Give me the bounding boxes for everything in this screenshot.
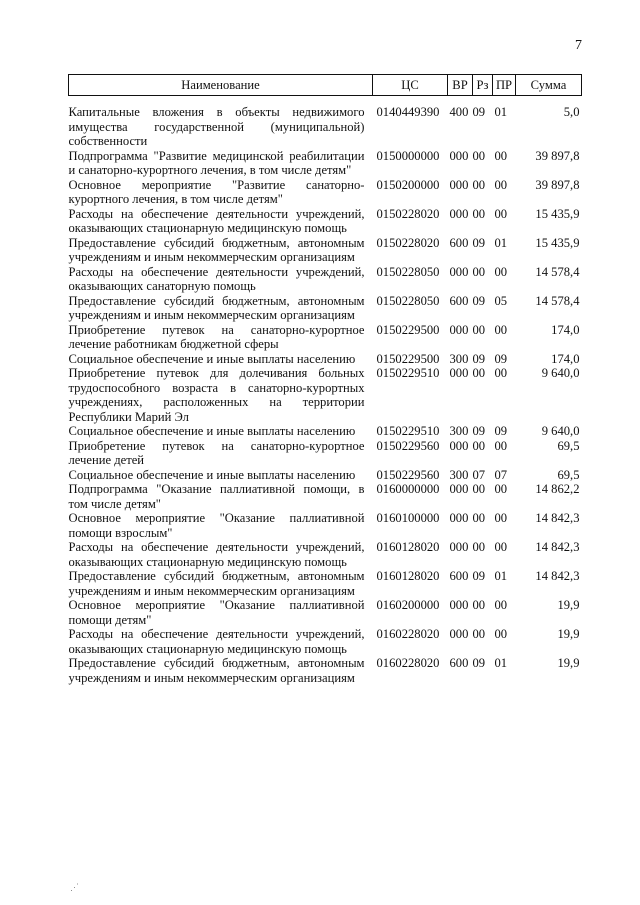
cell-sum: 14 578,4 [535,264,580,279]
cell-name: Предоставление субсидий бюджетным, автономным учреждениям и иным некоммерческим организациям [68,293,365,322]
cell-sum: 69,5 [557,438,580,453]
cell-rz: 09 [472,424,486,438]
column-header-vr: ВР [448,75,473,96]
cell-pr: 01 [494,235,508,250]
cell-rz: 09 [472,569,486,583]
cell-sum: 14 862,2 [535,482,580,496]
cell-rz: 00 [472,598,486,612]
cell-name: Предоставление субсидий бюджетным, автономным учреждениям и иным некоммерческим организациям [68,235,365,264]
table-row [69,366,582,424]
cell-name: Социальное обеспечение и иные выплаты населению [68,351,356,366]
cell-vr: 000 [449,177,469,192]
cell-vr: 000 [449,627,469,641]
cell-name: Приобретение путевок на санаторно-курортное лечение детей [68,438,365,467]
column-header-name: Наименование [69,75,373,96]
cell-sum: 69,5 [557,467,580,482]
budget-table [68,74,582,685]
cell-pr: 05 [494,293,508,308]
cell-cs: 0150000000 [376,148,440,163]
table-row [69,236,582,265]
table-row [69,96,582,149]
table-row [69,294,582,323]
table-row [69,265,582,294]
cell-name: Основное мероприятие "Оказание паллиативной помощи взрослым" [68,511,365,540]
table-row [69,424,582,439]
cell-pr: 00 [494,206,508,221]
cell-vr: 000 [449,598,469,612]
cell-pr: 01 [494,569,508,583]
cell-sum: 14 842,3 [535,569,580,583]
cell-cs: 0150229500 [376,322,440,337]
cell-rz: 00 [472,322,486,337]
cell-cs: 0160228020 [376,627,440,641]
cell-name: Основное мероприятие "Развитие санаторно-курортного лечения, в том числе детям" [68,177,365,206]
cell-sum: 5,0 [563,105,580,119]
cell-name: Подпрограмма "Развитие медицинской реабилитации и санаторно-курортного лечения, в том числе детям" [68,148,365,177]
cell-sum: 19,9 [557,627,580,641]
table-row [69,352,582,367]
cell-vr: 300 [449,467,469,482]
cell-pr: 01 [494,105,508,119]
cell-vr: 600 [449,569,469,583]
cell-vr: 300 [449,424,469,438]
cell-rz: 00 [472,438,486,453]
cell-cs: 0160000000 [376,482,440,496]
cell-name: Расходы на обеспечение деятельности учреждений, оказывающих стационарную медицинскую помощь [68,627,365,656]
cell-cs: 0150229560 [376,438,440,453]
cell-rz: 00 [472,264,486,279]
cell-rz: 09 [472,656,486,670]
cell-pr: 00 [494,322,508,337]
cell-vr: 300 [449,351,469,366]
cell-sum: 19,9 [557,598,580,612]
cell-pr: 00 [494,366,508,380]
cell-vr: 000 [449,438,469,453]
table-row [69,627,582,656]
cell-pr: 00 [494,540,508,554]
cell-sum: 174,0 [551,322,580,337]
cell-cs: 0150229510 [376,366,440,380]
cell-cs: 0140449390 [376,105,440,119]
cell-cs: 0150229500 [376,351,440,366]
cell-name: Капитальные вложения в объекты недвижимого имущества государственной (муниципальной) собственности [68,105,365,148]
cell-vr: 600 [449,293,469,308]
cell-rz: 00 [472,177,486,192]
table-row [69,511,582,540]
page-number: 7 [575,38,582,53]
table-row [69,656,582,685]
cell-cs: 0150228050 [376,293,440,308]
table-row [69,482,582,511]
cell-sum: 14 842,3 [535,540,580,554]
cell-vr: 000 [449,482,469,496]
column-header-rz: Рз [473,75,493,96]
cell-rz: 00 [472,148,486,163]
cell-rz: 00 [472,482,486,496]
cell-sum: 14 578,4 [535,293,580,308]
cell-rz: 09 [472,351,486,366]
cell-name: Приобретение путевок для долечивания больных трудоспособного возраста в санаторно-курортных учреждениях, расположенных на территории Республики Марий Эл [68,366,365,424]
cell-sum: 19,9 [557,656,580,670]
cell-name: Социальное обеспечение и иные выплаты населению [68,424,356,438]
cell-name: Приобретение путевок на санаторно-курортное лечение работникам бюджетной сферы [68,322,365,351]
table-row [69,468,582,483]
cell-rz: 00 [472,627,486,641]
cell-pr: 00 [494,482,508,496]
cell-sum: 9 640,0 [541,366,580,380]
cell-cs: 0160100000 [376,511,440,525]
cell-vr: 000 [449,148,469,163]
cell-vr: 600 [449,656,469,670]
column-header-pr: ПР [493,75,516,96]
cell-vr: 000 [449,322,469,337]
cell-sum: 14 842,3 [535,511,580,525]
table-row [69,178,582,207]
cell-cs: 0160128020 [376,540,440,554]
cell-cs: 0150228020 [376,235,440,250]
table-row [69,540,582,569]
cell-name: Предоставление субсидий бюджетным, автономным учреждениям и иным некоммерческим организациям [68,656,365,685]
cell-name: Предоставление субсидий бюджетным, автономным учреждениям и иным некоммерческим организациям [68,569,365,598]
cell-cs: 0150228050 [376,264,440,279]
cell-pr: 01 [494,656,508,670]
cell-cs: 0150228020 [376,206,440,221]
cell-sum: 9 640,0 [541,424,580,438]
cell-rz: 00 [472,366,486,380]
table-row [69,149,582,178]
cell-vr: 000 [449,540,469,554]
cell-sum: 39 897,8 [535,177,580,192]
cell-sum: 15 435,9 [535,235,580,250]
scan-speck: ⋰ [70,882,79,892]
cell-cs: 0160228020 [376,656,440,670]
cell-pr: 00 [494,511,508,525]
table-row [69,439,582,468]
cell-vr: 000 [449,206,469,221]
cell-rz: 09 [472,105,486,119]
cell-name: Основное мероприятие "Оказание паллиативной помощи детям" [68,598,365,627]
cell-pr: 00 [494,264,508,279]
cell-pr: 09 [494,424,508,438]
cell-name: Подпрограмма "Оказание паллиативной помощи, в том числе детям" [68,482,365,511]
column-header-sum: Сумма [516,75,582,96]
table-header-row [69,75,582,96]
cell-vr: 000 [449,264,469,279]
cell-cs: 0160128020 [376,569,440,583]
cell-vr: 000 [449,366,469,380]
cell-name: Социальное обеспечение и иные выплаты населению [68,467,356,482]
cell-pr: 00 [494,177,508,192]
cell-name: Расходы на обеспечение деятельности учреждений, оказывающих стационарную медицинскую помощь [68,540,365,569]
cell-cs: 0150229560 [376,467,440,482]
cell-name: Расходы на обеспечение деятельности учреждений, оказывающих санаторную помощь [68,264,365,293]
cell-sum: 39 897,8 [535,148,580,163]
cell-rz: 09 [472,235,486,250]
table-row [69,598,582,627]
cell-vr: 000 [449,511,469,525]
table-row [69,207,582,236]
cell-pr: 00 [494,627,508,641]
cell-pr: 00 [494,598,508,612]
cell-cs: 0150200000 [376,177,440,192]
cell-pr: 09 [494,351,508,366]
cell-vr: 400 [449,105,469,119]
column-header-cs: ЦС [373,75,448,96]
table-row [69,569,582,598]
cell-cs: 0150229510 [376,424,440,438]
cell-rz: 07 [472,467,486,482]
cell-rz: 00 [472,511,486,525]
cell-vr: 600 [449,235,469,250]
cell-pr: 00 [494,148,508,163]
cell-name: Расходы на обеспечение деятельности учреждений, оказывающих стационарную медицинскую помощь [68,206,365,235]
cell-rz: 00 [472,540,486,554]
table-body [69,96,582,686]
cell-cs: 0160200000 [376,598,440,612]
cell-pr: 07 [494,467,508,482]
cell-sum: 15 435,9 [535,206,580,221]
cell-rz: 00 [472,206,486,221]
cell-pr: 00 [494,438,508,453]
table-row [69,323,582,352]
cell-rz: 09 [472,293,486,308]
cell-sum: 174,0 [551,351,580,366]
